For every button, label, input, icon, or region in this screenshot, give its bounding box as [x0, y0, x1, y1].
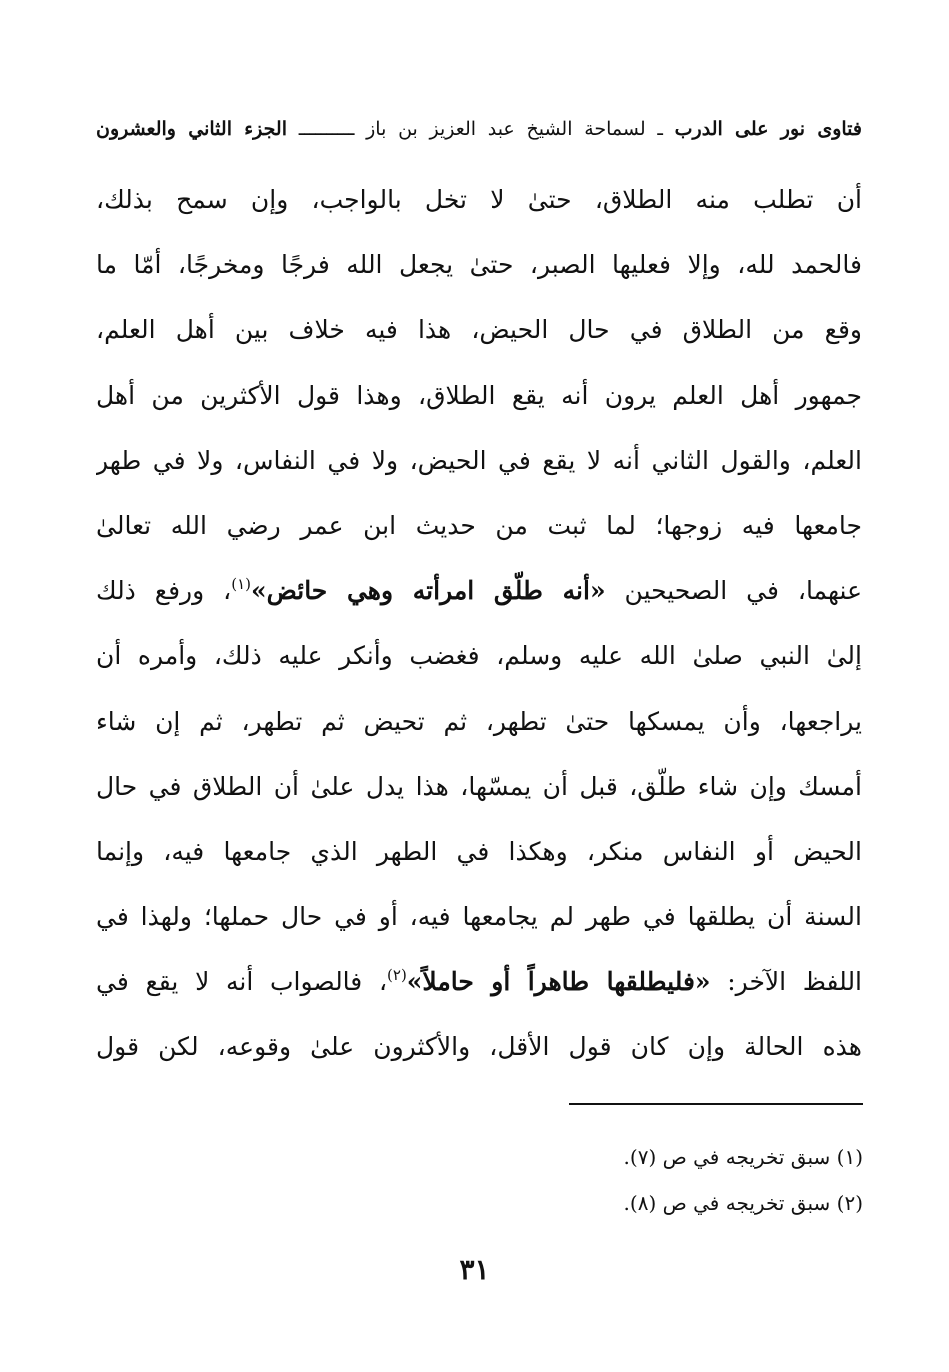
text-line — [96, 754, 862, 819]
header-book-title: فتاوى نور على الدرب — [674, 118, 862, 140]
running-header — [96, 112, 862, 146]
text-line — [96, 884, 862, 949]
line-text: جمهور أهل العلم يرون أنه يقع الطلاق، وهذا قول الأكثرين من أهل — [96, 380, 862, 410]
footnote: (٢) سبق تخريجه في ص (٨). — [623, 1191, 863, 1215]
text-line — [96, 819, 862, 884]
header-separator: ـ — [657, 118, 663, 140]
footnote-divider — [569, 1103, 863, 1105]
footnotes — [443, 1134, 863, 1226]
footnote-ref: (١) — [231, 575, 251, 594]
hadith-quote: «أنه طلّق امرأته وهي حائض» — [250, 576, 606, 606]
text-line — [96, 623, 862, 688]
header-rule: ــــــــــ — [298, 118, 355, 140]
line-text: اللفظ الآخر: — [710, 967, 862, 997]
footnote-ref: (٢) — [387, 966, 407, 985]
text-line — [96, 949, 862, 1014]
text-line — [96, 428, 862, 493]
line-text: إلىٰ النبي صلىٰ الله عليه وسلم، فغضب وأنكر عليه ذلك، وأمره أن — [96, 641, 862, 671]
line-text: السنة أن يطلقها في طهر لم يجامعها فيه، أو في حال حملها؛ ولهذا في — [96, 902, 862, 932]
text-line — [96, 493, 862, 558]
line-text: هذه الحالة وإن كان قول الأقل، والأكثرون علىٰ وقوعه، لكن قول — [96, 1032, 862, 1062]
page-number: ٣١ — [459, 1253, 490, 1286]
line-text: أن تطلب منه الطلاق، حتىٰ لا تخل بالواجب، وإن سمح بذلك، — [96, 185, 862, 214]
text-line — [96, 689, 862, 754]
text-line — [96, 363, 862, 428]
text-line — [96, 167, 862, 232]
text-line — [96, 558, 862, 623]
line-text: ، فالصواب أنه لا يقع في — [96, 967, 388, 997]
hadith-quote: «فليطلقها طاهراً أو حاملاً» — [406, 967, 711, 997]
line-text: الحيض أو النفاس منكر، وهكذا في الطهر الذي جامعها فيه، وإنما — [96, 836, 862, 866]
text-line — [96, 297, 862, 362]
body-text — [96, 167, 862, 1080]
line-text: وقع من الطلاق في حال الحيض، هذا فيه خلاف بين أهل العلم، — [96, 315, 862, 345]
text-line — [96, 1014, 862, 1079]
header-author: لسماحة الشيخ عبد العزيز بن باز — [366, 118, 646, 140]
line-text: جامعها فيه زوجها؛ لما ثبت من حديث ابن عمر رضي الله تعالىٰ — [96, 510, 862, 540]
footnote: (١) سبق تخريجه في ص (٧). — [623, 1145, 863, 1169]
line-text: فالحمد لله، وإلا فعليها الصبر، حتىٰ يجعل الله فرجًا ومخرجًا، أمّا ما — [96, 250, 862, 280]
line-text: العلم، والقول الثاني أنه لا يقع في الحيض، ولا في النفاس، ولا في طهر — [96, 445, 862, 475]
header-volume: الجزء الثاني والعشرون — [96, 118, 287, 140]
line-text: ، ورفع ذلك — [96, 576, 232, 606]
line-text: أمسك وإن شاء طلّق، قبل أن يمسّها، هذا يدل علىٰ أن الطلاق في حال — [96, 771, 862, 801]
line-text: يراجعها، وأن يمسكها حتىٰ تطهر، ثم تحيض ثم تطهر، ثم إن شاء — [96, 706, 862, 736]
line-text: عنهما، في الصحيحين — [605, 576, 862, 606]
text-line — [96, 232, 862, 297]
